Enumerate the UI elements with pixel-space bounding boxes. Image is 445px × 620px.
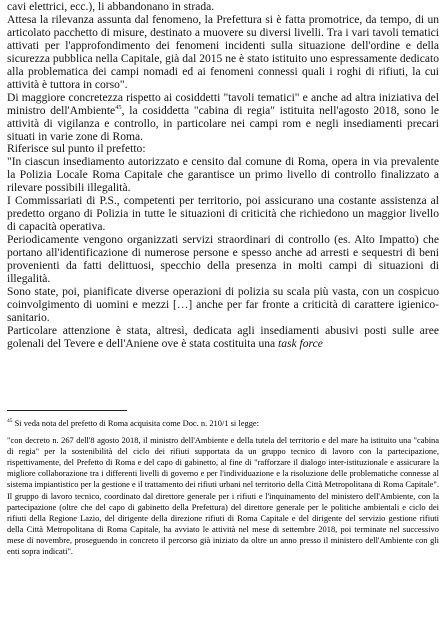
document-page (7, 1, 439, 351)
paragraph-4: Riferisce sul punto il prefetto: (7, 143, 146, 156)
quote-paragraph-4: Sono state, poi, pianificate diverse operazioni di polizia su scala più vasta, con un cospicuo coinvolgimento di uomini e mezzi […] anche per far fronte a criticità di carattere igienico-sanitario. (7, 285, 439, 324)
paragraph-3 (7, 92, 439, 144)
paragraph-3-text-a: Di maggiore concretezza rispetto ai cosiddetti "tavoli tematici" e anche ad altra iniziativa del ministro dell'Ambiente (7, 91, 439, 117)
paragraph-9-italic: task force (278, 337, 323, 350)
footnote-quote: "con decreto n. 267 dell'8 agosto 2018, il ministro dell'Ambiente e della tutela del territorio e del mare ha istituito una "cabina di regia" per la sostenibilità del ciclo dei rifiuti supportata da un gruppo tecnico di lavoro con la partecipazione, rispettivamente, del Prefetto di Roma e del capo di gabinetto, al fine di "rafforzare il dialogo inter-istituzionale e assicurare la migliore collaborazione tra i differenti livelli di governo e per l'individuazione e la risoluzione delle problematiche connesse al sistema impiantistico per la gestione e il trattamento dei rifiuti urbani nel territorio della Città Metropolitana di Roma Capitale". Il gruppo di lavoro tecnico, coordinato dal direttore generale per i rifiuti e l'inquinamento del ministero dell'Ambiente, con la partecipazione (oltre che del capo di gabinetto della Prefettura) del direttore generale per le politiche ambientali e ciclo dei rifiuti della Regione Lazio, del dirigente della direzione rifiuti di Roma Capitale e del dirigente del servizio gestione rifiuti della Città Metropolitana di Roma Capitale, ha avviato le attività nel mese di settembre 2018, poi terminate nel successivo mese di novembre, proseguendo in concreto il percorso già iniziato da oltre un anno presso il ministero dell'Ambiente con gli enti sopra indicati". (7, 435, 439, 557)
paragraph-9 (7, 325, 439, 351)
paragraph-2: Attesa la rilevanza assunta dal fenomeno, la Prefettura si è fatta promotrice, da tempo, di un articolato pacchetto di misure, destinato a muovere su diversi livelli. Tra i vari tavoli tematici attivati per l'approfondimento dei fenomeni incidenti sulla situazione dell'ordine e della sicurezza pubblica nella Capitale, già dal 2015 ne è stato istituito uno espressamente dedicato alla problematica dei campi nomadi ed ai fenomeni connessi quali i roghi di rifiuti, la cui attività è tuttora in corso". (7, 13, 439, 91)
quote-paragraph-2: I Commissariati di P.S., competenti per territorio, poi assicurano una costante assistenza al predetto organo di Polizia in tutte le situazioni di criticità che richiedono un maggior livello di capacità operativa. (7, 195, 439, 234)
footnote-intro: Si veda nota del prefetto di Roma acquisita come Doc. n. 210/1 si legge: (12, 418, 260, 428)
quote-paragraph-3: Periodicamente vengono organizzati servizi straordinari di controllo (es. Alto Impatto) che portano all'identificazione di numerose persone e spesso anche ad arresti e sequestri di beni provenienti da fatti delittuosi, specchio della presenza in molti campi di situazioni di illegalità. (7, 234, 439, 286)
paragraph-9-text: Particolare attenzione è stata, altresì, dedicata agli insediamenti abusivi posti sulle aree golenali del Tevere e dell'Aniene ove è stata costituita una (7, 324, 439, 350)
footnotes (7, 418, 439, 557)
paragraph-3-text-b: , la cosiddetta "cabina di regia" istituita nell'agosto 2018, sono le attività di vigilanza e controllo, in particolare nei campi rom e negli insediamenti precari situati in varie zone di Roma. (7, 104, 440, 143)
footnote-separator (7, 410, 127, 411)
footnote-reference[interactable]: 45 (115, 103, 122, 111)
footnote-45 (7, 418, 439, 429)
quote-paragraph-1: "In ciascun insediamento autorizzato e censito dal comune di Roma, opera in via prevalente la Polizia Locale Roma Capitale che garantisce un primo livello di controllo finalizzato a rilevare possibili illegalità. (7, 156, 439, 195)
footnote-number: 45 (7, 418, 13, 425)
paragraph-1: cavi elettrici, ecc.), li abbandonano in strada. (7, 1, 215, 13)
